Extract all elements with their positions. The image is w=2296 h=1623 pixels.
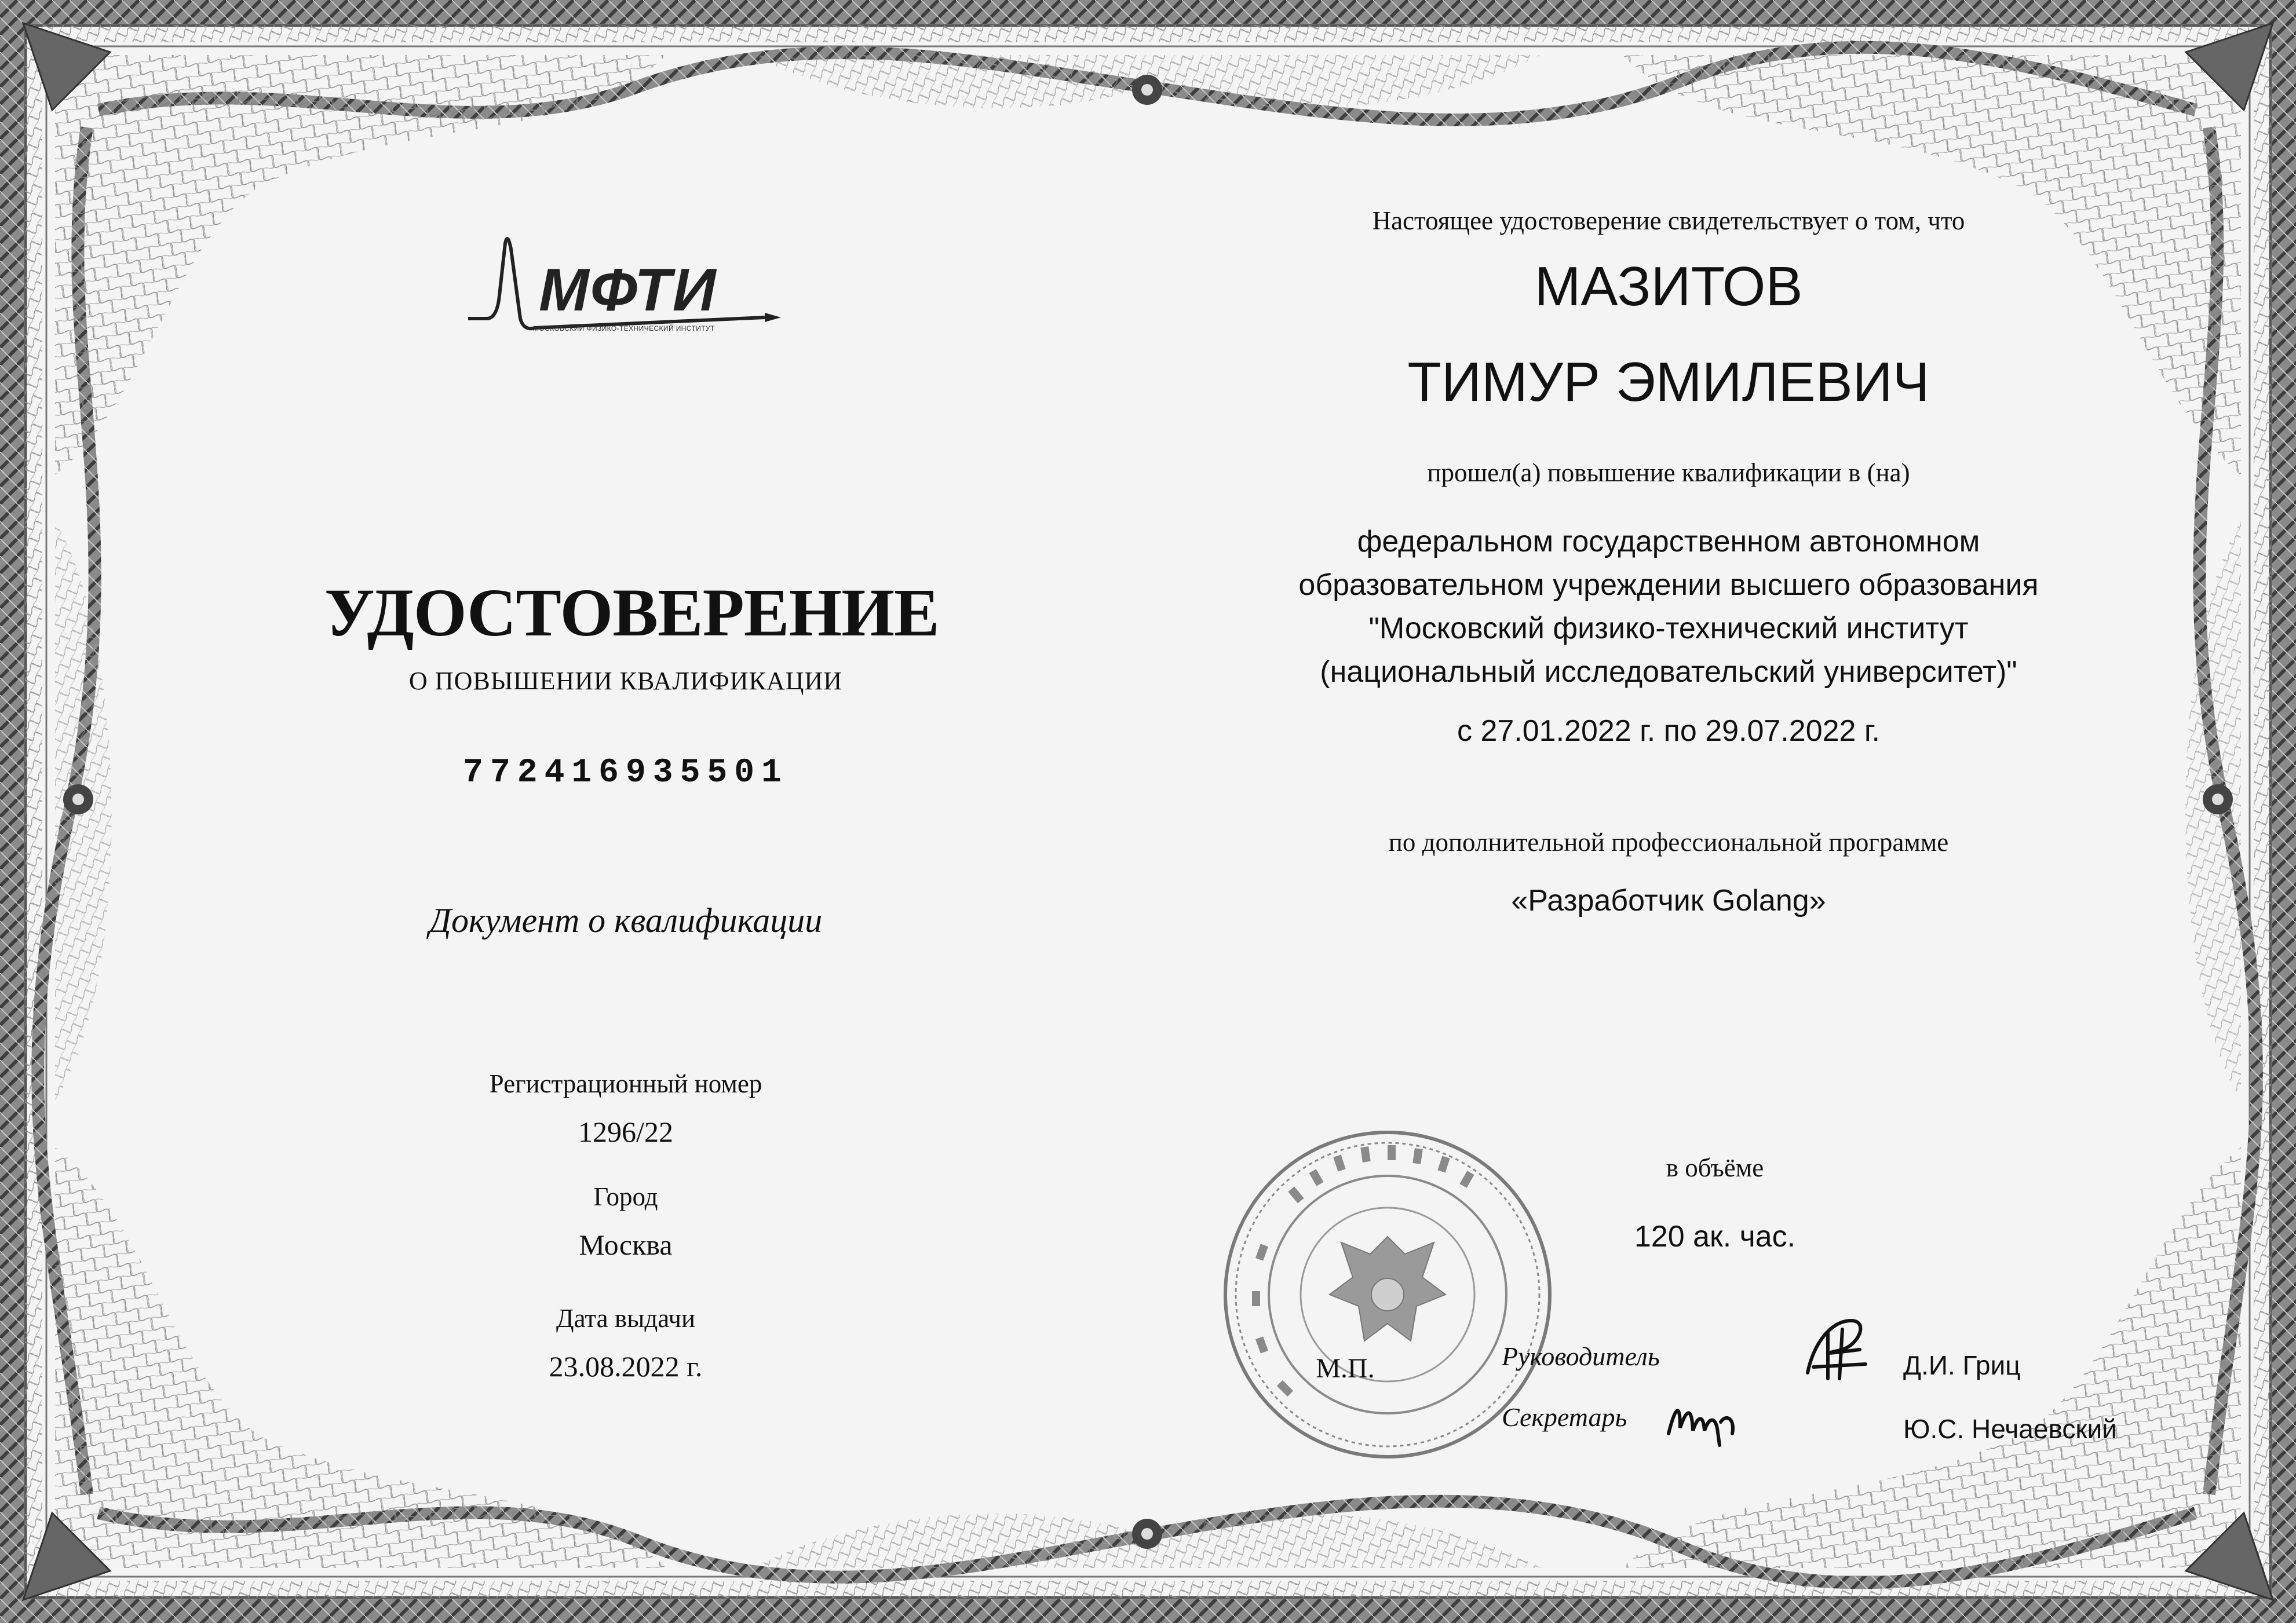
- secretary-label: Секретарь: [1502, 1402, 1627, 1432]
- city: Москва: [579, 1229, 673, 1261]
- passed-text: прошел(а) повышение квалификации в (на): [1427, 458, 1910, 487]
- holder-given-names: ТИМУР ЭМИЛЕВИЧ: [1407, 351, 1930, 413]
- certificate-title: УДОСТОВЕРЕНИЕ: [324, 575, 939, 650]
- mipt-logo: [463, 232, 788, 348]
- issue-date-label: Дата выдачи: [556, 1304, 696, 1333]
- head-signature: [1796, 1309, 1877, 1390]
- head-label: Руководитель: [1502, 1341, 1660, 1371]
- holder-surname: МАЗИТОВ: [1534, 255, 1803, 317]
- program-name: «Разработчик Golang»: [1511, 884, 1826, 917]
- institution-line-3: "Московский физико-технический институт: [1368, 612, 1969, 645]
- logo-name: МФТИ: [539, 257, 717, 324]
- registration-label: Регистрационный номер: [489, 1069, 762, 1098]
- head-name: Д.И. Гриц: [1903, 1350, 2021, 1380]
- secretary-signature: [1663, 1387, 1744, 1451]
- institution-line-4: (национальный исследовательский университет)": [1320, 655, 2017, 689]
- study-period: с 27.01.2022 г. по 29.07.2022 г.: [1457, 714, 1880, 748]
- institution-line-1: федеральном государственном автономном: [1357, 525, 1980, 558]
- secretary-name: Ю.С. Нечаевский: [1903, 1414, 2117, 1444]
- volume-label: в объёме: [1666, 1153, 1764, 1182]
- document-type: Документ о квалификации: [429, 901, 823, 940]
- stamp-place: М.П.: [1316, 1353, 1375, 1384]
- logo-subtitle: МОСКОВСКИЙ ФИЗИКО-ТЕХНИЧЕСКИЙ ИНСТИТУТ: [533, 324, 715, 332]
- program-label: по дополнительной профессиональной программе: [1388, 828, 1949, 857]
- issue-date: 23.08.2022 г.: [549, 1350, 703, 1383]
- registration-number: 1296/22: [578, 1116, 673, 1148]
- city-label: Город: [593, 1182, 658, 1211]
- serial-number: 772416935501: [463, 754, 789, 792]
- intro-text: Настоящее удостоверение свидетельствует о том, что: [1372, 206, 1965, 235]
- certificate-subtitle: О ПОВЫШЕНИИ КВАЛИФИКАЦИИ: [409, 667, 842, 695]
- institution-line-2: образовательном учреждении высшего образования: [1298, 568, 2039, 602]
- volume-hours: 120 ак. час.: [1634, 1220, 1796, 1253]
